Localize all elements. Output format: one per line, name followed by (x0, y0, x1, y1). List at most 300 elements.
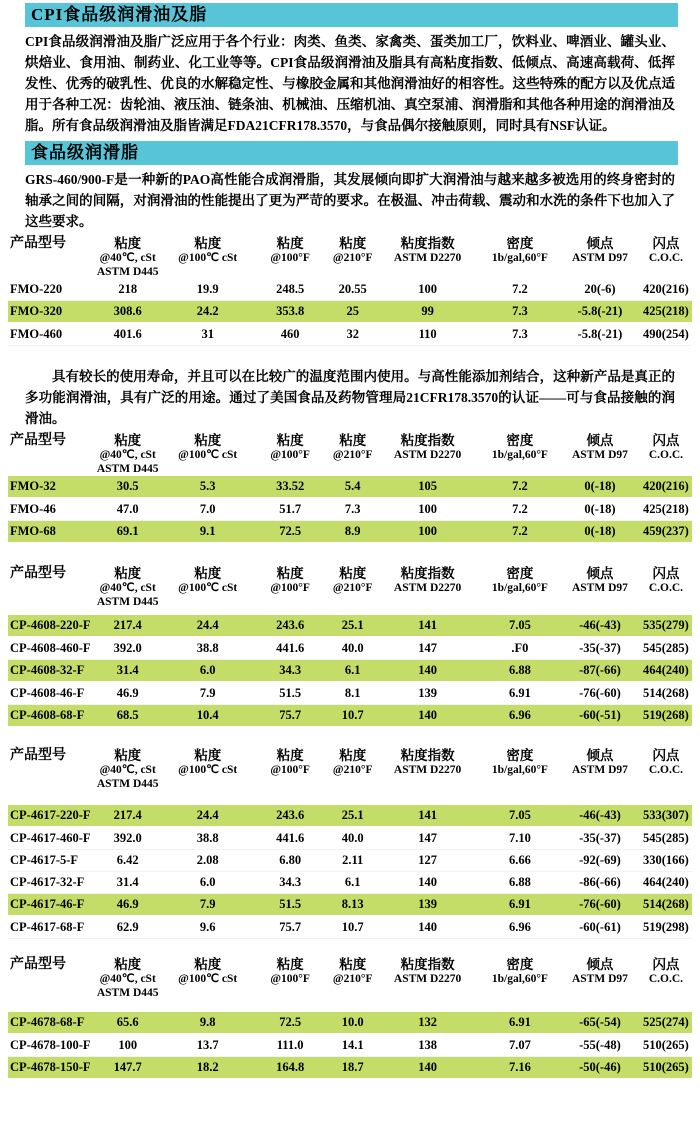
cell-viscosity-210f: 10.7 (341, 708, 364, 722)
table-row (8, 894, 692, 917)
column-header-unit: @40℃, cSt (99, 973, 156, 985)
table-body (8, 805, 692, 939)
column-header-title: 粘度 (276, 236, 304, 251)
column-header-unit: @100℃ cSt (178, 449, 238, 461)
column-header-unit: C.O.C. (648, 764, 684, 776)
cell-flash-point: 545(285) (643, 641, 689, 655)
column-header-title: 粘度 (114, 566, 142, 581)
column-header-title: 粘度 (114, 433, 142, 448)
cell-viscosity-index: 132 (418, 1015, 437, 1029)
cell-product-model: FMO-68 (10, 524, 56, 538)
cell-pour-point: -60(-61) (579, 920, 621, 934)
column-header-title: 闪点 (652, 433, 680, 448)
table-row (8, 1035, 692, 1057)
column-header (165, 236, 250, 265)
cell-viscosity-40c: 31.4 (116, 663, 139, 677)
cell-viscosity-100c: 2.08 (196, 853, 219, 867)
section-title-cpi-food-grade-lubricants: CPI食品级润滑油及脂 (25, 3, 678, 27)
cell-flash-point: 459(237) (643, 524, 689, 538)
cell-viscosity-210f: 6.1 (344, 875, 361, 889)
column-header-unit: @40℃, cSt (99, 449, 156, 461)
cell-viscosity-100c: 7.9 (199, 897, 216, 911)
cell-viscosity-40c: 217.4 (113, 618, 142, 632)
column-header (90, 957, 165, 1000)
cell-viscosity-100c: 7.0 (199, 502, 216, 516)
cell-product-model: CP-4617-32-F (10, 875, 85, 889)
cell-pour-point: -60(-51) (579, 708, 621, 722)
column-header-unit: C.O.C. (648, 252, 684, 264)
column-header-title: 粘度指数 (400, 748, 455, 763)
column-header (330, 957, 375, 986)
column-header-unit: @100°F (270, 764, 310, 776)
column-header-product-model: 产品型号 (10, 236, 66, 251)
cell-viscosity-index: 140 (418, 1060, 437, 1074)
cell-viscosity-index: 147 (418, 831, 437, 845)
column-header-unit: @40℃, cSt (99, 764, 156, 776)
cell-viscosity-210f: 8.1 (344, 686, 361, 700)
table-row (8, 521, 692, 544)
cell-product-model: CP-4608-68-F (10, 708, 85, 722)
cell-viscosity-100f: 75.7 (279, 708, 302, 722)
column-header (250, 433, 330, 462)
cell-flash-point: 519(268) (643, 708, 689, 722)
column-header-title: 粘度 (276, 748, 304, 763)
cell-viscosity-100c: 9.8 (199, 1015, 216, 1029)
cell-viscosity-100c: 6.0 (199, 875, 216, 889)
cell-viscosity-100c: 10.4 (196, 708, 219, 722)
cell-pour-point: -76(-60) (579, 686, 621, 700)
cell-viscosity-100f: 248.5 (276, 282, 305, 296)
column-header-title: 粘度 (194, 957, 222, 972)
cell-product-model: CP-4608-220-F (10, 618, 91, 632)
cell-flash-point: 545(285) (643, 831, 689, 845)
cell-density: 7.07 (508, 1038, 531, 1052)
cell-product-model: CP-4617-220-F (10, 808, 91, 822)
cell-pour-point: -46(-43) (579, 808, 621, 822)
cell-viscosity-index: 140 (418, 920, 437, 934)
cell-flash-point: 525(274) (643, 1015, 689, 1029)
cell-viscosity-100f: 51.7 (279, 502, 302, 516)
cell-product-model: FMO-320 (10, 304, 63, 318)
column-header-unit: ASTM D2270 (393, 582, 462, 594)
cell-pour-point: -86(-66) (579, 875, 621, 889)
column-header-method: ASTM D445 (96, 778, 159, 790)
column-header-title: 密度 (506, 748, 534, 763)
column-header-method: ASTM D445 (96, 596, 159, 608)
column-header (560, 433, 640, 462)
cell-density: 7.3 (512, 304, 528, 318)
cell-viscosity-40c: 147.7 (113, 1060, 142, 1074)
cell-viscosity-100c: 38.8 (196, 641, 219, 655)
column-header-method: ASTM D445 (96, 463, 159, 475)
cell-flash-point: 425(218) (643, 304, 689, 318)
column-header (640, 957, 692, 986)
cell-density: 7.10 (508, 831, 531, 845)
column-header-title: 密度 (506, 566, 534, 581)
cell-viscosity-210f: 20.55 (338, 282, 367, 296)
cell-product-model: CP-4608-32-F (10, 663, 85, 677)
column-header-title: 闪点 (652, 236, 680, 251)
cell-pour-point: -76(-60) (579, 897, 621, 911)
column-header-title: 粘度 (276, 433, 304, 448)
cell-viscosity-100c: 9.1 (199, 524, 216, 538)
column-header (90, 236, 165, 279)
table-row (8, 705, 692, 728)
column-header-unit: @210°F (332, 582, 373, 594)
cell-viscosity-100c: 38.8 (196, 831, 219, 845)
cell-viscosity-210f: 25.1 (341, 618, 364, 632)
column-header-title: 粘度 (194, 236, 222, 251)
cell-viscosity-index: 139 (418, 897, 437, 911)
cell-pour-point: -55(-48) (579, 1038, 621, 1052)
cell-product-model: FMO-32 (10, 479, 56, 493)
cell-viscosity-40c: 401.6 (113, 327, 142, 341)
column-header-title: 倾点 (586, 957, 614, 972)
cell-viscosity-100f: 353.8 (276, 304, 305, 318)
column-header-unit: ASTM D2270 (393, 449, 462, 461)
cell-viscosity-40c: 308.6 (113, 304, 142, 318)
column-header (480, 236, 560, 265)
cell-viscosity-index: 138 (418, 1038, 437, 1052)
cell-viscosity-40c: 69.1 (116, 524, 139, 538)
cell-product-model: CP-4617-460-F (10, 831, 91, 845)
cell-flash-point: 519(298) (643, 920, 689, 934)
cell-viscosity-index: 140 (418, 663, 437, 677)
column-header-title: 粘度 (114, 236, 142, 251)
table-header (8, 236, 692, 279)
column-header (640, 566, 692, 595)
column-header-title: 粘度 (276, 566, 304, 581)
cell-product-model: CP-4617-5-F (10, 853, 79, 867)
cell-viscosity-100f: 441.6 (276, 831, 305, 845)
cell-viscosity-100c: 19.9 (196, 282, 219, 296)
cell-viscosity-210f: 14.1 (341, 1038, 364, 1052)
column-header-title: 闪点 (652, 566, 680, 581)
column-header-unit: 1b/gal,60°F (491, 582, 548, 594)
column-header (165, 957, 250, 986)
cell-product-model: CP-4678-100-F (10, 1038, 91, 1052)
table-body (8, 1012, 692, 1080)
column-header (480, 957, 560, 986)
column-header (560, 236, 640, 265)
column-header-unit: @40℃, cSt (99, 582, 156, 594)
cell-viscosity-index: 100 (418, 502, 437, 516)
column-header (375, 957, 480, 986)
cell-density: 6.88 (508, 663, 531, 677)
cell-viscosity-index: 110 (418, 327, 437, 341)
cell-viscosity-40c: 68.5 (116, 708, 139, 722)
table-header (8, 433, 692, 476)
table-row (8, 476, 692, 499)
cell-viscosity-40c: 218 (118, 282, 138, 296)
column-header-title: 倾点 (586, 748, 614, 763)
column-header-title: 粘度 (339, 236, 367, 251)
column-header-unit: @100℃ cSt (178, 764, 238, 776)
cell-viscosity-40c: 65.6 (116, 1015, 139, 1029)
cell-viscosity-210f: 25 (346, 304, 359, 318)
table-row (8, 1057, 692, 1080)
cell-flash-point: 514(268) (643, 686, 689, 700)
cell-viscosity-100f: 75.7 (279, 920, 302, 934)
column-header (480, 566, 560, 595)
column-header-method: ASTM D445 (96, 266, 159, 278)
cell-viscosity-100c: 13.7 (196, 1038, 219, 1052)
cell-flash-point: 510(265) (643, 1038, 689, 1052)
cell-viscosity-index: 100 (418, 282, 437, 296)
column-header-title: 粘度 (339, 566, 367, 581)
cell-viscosity-210f: 8.9 (344, 524, 361, 538)
column-header (330, 236, 375, 265)
column-header-title: 粘度指数 (400, 433, 455, 448)
column-header-title: 倾点 (586, 236, 614, 251)
column-header-title: 粘度指数 (400, 566, 455, 581)
cell-pour-point: 0(-18) (584, 524, 616, 538)
cell-pour-point: -92(-69) (579, 853, 621, 867)
column-header-product-model: 产品型号 (10, 433, 66, 448)
cell-viscosity-210f: 25.1 (341, 808, 364, 822)
cell-viscosity-40c: 46.9 (116, 897, 139, 911)
column-header (330, 433, 375, 462)
cell-density: 7.2 (512, 502, 528, 516)
column-header (375, 236, 480, 265)
column-header-product-model: 产品型号 (10, 957, 66, 972)
cell-viscosity-40c: 6.42 (116, 853, 139, 867)
cell-viscosity-100c: 24.4 (196, 618, 219, 632)
column-header-product-model: 产品型号 (10, 566, 66, 581)
cell-viscosity-40c: 217.4 (113, 808, 142, 822)
cell-viscosity-index: 105 (418, 479, 437, 493)
column-header-unit: C.O.C. (648, 973, 684, 985)
cell-pour-point: -5.8(-21) (577, 304, 623, 318)
column-header-unit: ASTM D97 (571, 764, 628, 776)
cell-pour-point: 20(-6) (584, 282, 616, 296)
table-row (8, 850, 692, 872)
cell-viscosity-index: 141 (418, 808, 437, 822)
cell-viscosity-100c: 5.3 (199, 479, 216, 493)
column-header (480, 748, 560, 777)
table-row (8, 917, 692, 939)
column-header (560, 566, 640, 595)
column-header-unit: 1b/gal,60°F (491, 764, 548, 776)
column-header-title: 粘度 (339, 748, 367, 763)
cell-flash-point: 330(166) (643, 853, 689, 867)
cell-viscosity-210f: 10.7 (341, 920, 364, 934)
cell-viscosity-100f: 243.6 (276, 808, 305, 822)
cell-density: 6.91 (508, 897, 531, 911)
column-header-title: 密度 (506, 957, 534, 972)
column-header-title: 粘度 (194, 566, 222, 581)
cell-viscosity-40c: 30.5 (116, 479, 139, 493)
cell-viscosity-100f: 51.5 (279, 897, 302, 911)
cell-viscosity-100c: 24.2 (196, 304, 219, 318)
table-body (8, 476, 692, 544)
column-header-title: 粘度 (114, 748, 142, 763)
product-table-cp4678 (8, 957, 692, 1080)
cell-density: 6.96 (508, 708, 531, 722)
cell-viscosity-100f: 33.52 (276, 479, 305, 493)
column-header-unit: @100°F (270, 973, 310, 985)
column-header-unit: @210°F (332, 764, 373, 776)
table-row (8, 279, 692, 301)
cell-pour-point: -46(-43) (579, 618, 621, 632)
cell-viscosity-210f: 40.0 (341, 831, 364, 845)
cell-viscosity-210f: 8.13 (341, 897, 364, 911)
grease-paragraph: GRS-460/900-F是一种新的PAO高性能合成润滑脂，其发展倾向即扩大润滑油与越来越多被选用的终身密封的轴承之间的间隔，对润滑油的性能提出了更为严苛的要求。在极温、冲击荷载、震动和水洗的条件下也加入了这些要求。 (25, 172, 675, 229)
column-header-unit: ASTM D97 (571, 973, 628, 985)
cell-flash-point: 514(268) (643, 897, 689, 911)
column-header (165, 748, 250, 777)
column-header (560, 957, 640, 986)
column-header-title: 闪点 (652, 748, 680, 763)
table-row (8, 828, 692, 850)
cell-viscosity-100f: 72.5 (279, 524, 302, 538)
column-header-method: ASTM D445 (96, 987, 159, 999)
table-row (8, 683, 692, 705)
column-header-title: 粘度 (276, 957, 304, 972)
table-body (8, 615, 692, 728)
cell-pour-point: -35(-37) (579, 641, 621, 655)
cell-flash-point: 464(240) (643, 663, 689, 677)
cell-density: 6.66 (508, 853, 531, 867)
cell-density: 7.05 (508, 618, 531, 632)
cell-viscosity-40c: 392.0 (113, 641, 142, 655)
fmo-description-paragraph: 具有较长的使用寿命，并且可以在比较广的温度范围内使用。与高性能添加剂结合，这种新产品是真正的多功能润滑油，具有广泛的用途。通过了美国食品及药物管理局21CFR178.3570的认证——可与食品接触的润滑油。 (25, 369, 675, 426)
cell-viscosity-100f: 460 (280, 327, 300, 341)
cell-product-model: CP-4678-68-F (10, 1015, 85, 1029)
cell-density: .F0 (511, 641, 529, 655)
column-header-title: 粘度 (194, 748, 222, 763)
cell-viscosity-100f: 34.3 (279, 663, 302, 677)
column-header-title: 倾点 (586, 433, 614, 448)
column-header (165, 566, 250, 595)
cell-density: 6.96 (508, 920, 531, 934)
cell-viscosity-100c: 7.9 (199, 686, 216, 700)
cell-pour-point: -87(-66) (579, 663, 621, 677)
column-header (250, 236, 330, 265)
product-table-cp4608 (8, 566, 692, 728)
column-header (165, 433, 250, 462)
cell-density: 7.2 (512, 524, 528, 538)
cell-flash-point: 425(218) (643, 502, 689, 516)
cell-viscosity-100c: 31 (201, 327, 214, 341)
column-header-title: 粘度指数 (400, 957, 455, 972)
column-header-title: 粘度 (114, 957, 142, 972)
cell-viscosity-100c: 24.4 (196, 808, 219, 822)
cell-flash-point: 420(216) (643, 282, 689, 296)
cell-pour-point: -35(-37) (579, 831, 621, 845)
column-header-unit: @210°F (332, 252, 373, 264)
cell-product-model: CP-4617-68-F (10, 920, 85, 934)
cell-viscosity-40c: 62.9 (116, 920, 139, 934)
column-header-unit: 1b/gal,60°F (491, 252, 548, 264)
cell-viscosity-210f: 18.7 (341, 1060, 364, 1074)
column-header (250, 566, 330, 595)
section-title-food-grade-grease: 食品级润滑脂 (25, 141, 678, 165)
column-header-title: 密度 (506, 433, 534, 448)
column-header (640, 748, 692, 777)
column-header (90, 433, 165, 476)
cell-viscosity-210f: 10.0 (341, 1015, 364, 1029)
column-header-title: 粘度指数 (400, 236, 455, 251)
cell-viscosity-100c: 6.0 (199, 663, 216, 677)
cell-viscosity-index: 140 (418, 708, 437, 722)
column-header-unit: @100℃ cSt (178, 252, 238, 264)
cell-density: 7.05 (508, 808, 531, 822)
cell-product-model: FMO-46 (10, 502, 56, 516)
column-header-unit: 1b/gal,60°F (491, 449, 548, 461)
cell-flash-point: 490(254) (643, 327, 689, 341)
column-header-title: 粘度 (339, 433, 367, 448)
cell-density: 7.3 (512, 327, 528, 341)
cell-viscosity-210f: 5.4 (344, 479, 361, 493)
cell-pour-point: -5.8(-21) (577, 327, 623, 341)
column-header (560, 748, 640, 777)
column-header-unit: @100°F (270, 252, 310, 264)
cell-viscosity-index: 141 (418, 618, 437, 632)
cell-viscosity-100f: 34.3 (279, 875, 302, 889)
column-header (330, 748, 375, 777)
column-header-unit: @100℃ cSt (178, 582, 238, 594)
cell-pour-point: -65(-54) (579, 1015, 621, 1029)
column-header-unit: @100°F (270, 582, 310, 594)
column-header-unit: ASTM D2270 (393, 252, 462, 264)
cell-viscosity-210f: 40.0 (341, 641, 364, 655)
table-row (8, 660, 692, 683)
table-header (8, 566, 692, 609)
cell-pour-point: 0(-18) (584, 502, 616, 516)
table-row (8, 638, 692, 660)
cell-viscosity-210f: 32 (346, 327, 359, 341)
column-header (640, 236, 692, 265)
cell-viscosity-100f: 243.6 (276, 618, 305, 632)
column-header-unit: ASTM D2270 (393, 764, 462, 776)
column-header-unit: @100℃ cSt (178, 973, 238, 985)
cell-viscosity-40c: 31.4 (116, 875, 139, 889)
table-header (8, 957, 692, 1000)
cell-density: 7.2 (512, 479, 528, 493)
column-header-unit: ASTM D2270 (393, 973, 462, 985)
cell-viscosity-210f: 2.11 (342, 853, 364, 867)
cell-viscosity-210f: 7.3 (344, 502, 361, 516)
cell-product-model: CP-4617-46-F (10, 897, 85, 911)
table-header (8, 748, 692, 791)
column-header (375, 566, 480, 595)
cell-viscosity-100f: 72.5 (279, 1015, 302, 1029)
cell-density: 6.91 (508, 686, 531, 700)
cell-pour-point: 0(-18) (584, 479, 616, 493)
cell-viscosity-index: 99 (421, 304, 434, 318)
cell-flash-point: 510(265) (643, 1060, 689, 1074)
cell-density: 7.16 (508, 1060, 531, 1074)
cell-product-model: FMO-220 (10, 282, 63, 296)
cell-viscosity-100c: 18.2 (196, 1060, 219, 1074)
cell-flash-point: 420(216) (643, 479, 689, 493)
cell-viscosity-index: 139 (418, 686, 437, 700)
cell-viscosity-100f: 441.6 (276, 641, 305, 655)
cell-viscosity-40c: 47.0 (116, 502, 139, 516)
column-header-product-model: 产品型号 (10, 748, 66, 763)
column-header-unit: ASTM D97 (571, 449, 628, 461)
column-header-unit: @210°F (332, 973, 373, 985)
cell-viscosity-40c: 392.0 (113, 831, 142, 845)
column-header (90, 566, 165, 609)
column-header-title: 闪点 (652, 957, 680, 972)
cell-viscosity-100f: 6.80 (279, 853, 302, 867)
table-row (8, 615, 692, 638)
product-table-fmo-low (8, 433, 692, 544)
table-row (8, 805, 692, 828)
cell-density: 6.91 (508, 1015, 531, 1029)
